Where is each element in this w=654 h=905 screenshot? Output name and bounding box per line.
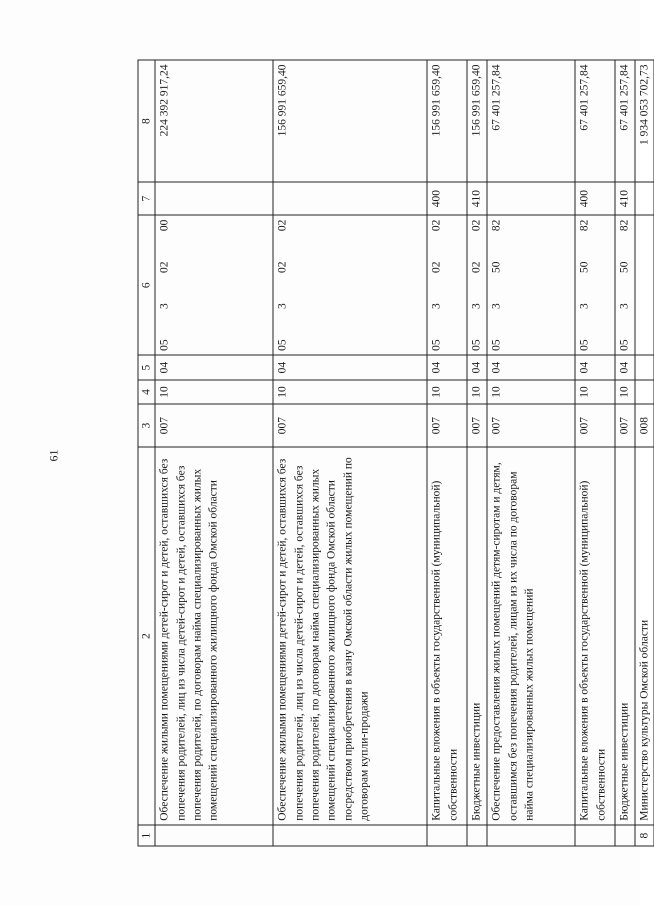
csr-part: 02 — [158, 260, 171, 273]
csr-part: 3 — [430, 302, 443, 309]
row-name-cell: Бюджетные инвестиции — [467, 446, 487, 824]
header-col-4: 4 — [138, 379, 155, 403]
table-header-row — [138, 60, 155, 846]
csr-part: 3 — [618, 302, 631, 309]
budget-table — [138, 59, 654, 846]
vr-cell: 400 — [427, 182, 467, 215]
csr-cell — [635, 215, 654, 355]
grbs-cell: 007 — [467, 404, 487, 447]
csr-cell — [467, 215, 487, 355]
row-name-cell: Капитальные вложения в объекты государственной (муниципальной) собственности — [427, 446, 467, 824]
row-name-cell: Обеспечение жилыми помещениями детей-сирот и детей, оставшихся без попечения родителей, лиц из числа детей-сирот и детей, оставшихся без попечения родителей, по договорам найма специализированных жилых помещений специализированного жилищного фонда Омской области посредством приобретения в казну Омской области жилых помещений по договорам купли-продажи — [273, 446, 427, 824]
csr-cell — [273, 215, 427, 355]
grbs-cell: 007 — [487, 404, 575, 447]
csr-part: 3 — [158, 302, 171, 309]
sum-cell: 156 991 659,40 — [273, 60, 427, 182]
grbs-cell: 007 — [155, 404, 273, 447]
pr-cell: 04 — [155, 355, 273, 379]
header-col-8: 8 — [138, 60, 155, 182]
csr-part: 05 — [158, 338, 171, 351]
row-number-cell — [427, 825, 467, 846]
csr-part: 00 — [158, 219, 171, 231]
sum-cell: 156 991 659,40 — [427, 60, 467, 182]
grbs-cell: 007 — [575, 404, 615, 447]
row-number-cell: 8 — [635, 825, 654, 846]
page-number: 61 — [46, 449, 61, 462]
rz-cell: 10 — [615, 379, 634, 403]
csr-part: 02 — [430, 219, 443, 231]
table-row — [427, 60, 467, 846]
grbs-cell: 007 — [427, 404, 467, 447]
rz-cell: 10 — [155, 379, 273, 403]
csr-part: 05 — [276, 338, 289, 351]
csr-part: 02 — [470, 219, 483, 231]
csr-cell — [427, 215, 467, 355]
csr-cell — [155, 215, 273, 355]
table-row — [273, 60, 427, 846]
table-row — [155, 60, 273, 846]
pr-cell: 04 — [615, 355, 634, 379]
header-col-3: 3 — [138, 404, 155, 447]
rz-cell: 10 — [273, 379, 427, 403]
csr-part: 82 — [618, 219, 631, 231]
csr-part: 3 — [490, 302, 503, 309]
sum-cell: 67 401 257,84 — [487, 60, 575, 182]
csr-part: 05 — [618, 338, 631, 351]
csr-part: 3 — [578, 302, 591, 309]
row-name-cell: Министерство культуры Омской области — [635, 446, 654, 824]
sum-cell: 224 392 917,24 — [155, 60, 273, 182]
vr-cell — [635, 182, 654, 215]
sum-cell: 1 934 053 702,73 — [635, 60, 654, 182]
vr-cell — [487, 182, 575, 215]
table-row — [615, 60, 634, 846]
row-number-cell — [575, 825, 615, 846]
csr-part: 05 — [430, 338, 443, 351]
rz-cell: 10 — [467, 379, 487, 403]
csr-cell — [575, 215, 615, 355]
row-number-cell — [615, 825, 634, 846]
table-row — [575, 60, 615, 846]
budget-table-rotated — [138, 59, 651, 846]
csr-part: 3 — [276, 302, 289, 309]
row-name-cell: Обеспечение жилыми помещениями детей-сирот и детей, оставшихся без попечения родителей, лиц из числа детей-сирот и детей, оставшихся без попечения родителей, по договорам найма специализированных жилых помещений специализированного жилищного фонда Омской области — [155, 446, 273, 824]
csr-part: 82 — [490, 219, 503, 231]
csr-part: 05 — [578, 338, 591, 351]
csr-part: 05 — [470, 338, 483, 351]
row-number-cell — [467, 825, 487, 846]
vr-cell: 410 — [467, 182, 487, 215]
csr-part: 50 — [618, 260, 631, 273]
row-number-cell — [487, 825, 575, 846]
csr-part: 05 — [490, 338, 503, 351]
vr-cell — [273, 182, 427, 215]
csr-cell — [487, 215, 575, 355]
header-col-6: 6 — [138, 215, 155, 355]
csr-part: 02 — [430, 260, 443, 273]
table-row — [487, 60, 575, 846]
grbs-cell: 007 — [615, 404, 634, 447]
vr-cell — [155, 182, 273, 215]
header-col-7: 7 — [138, 182, 155, 215]
vr-cell: 400 — [575, 182, 615, 215]
sum-cell: 67 401 257,84 — [575, 60, 615, 182]
header-col-1: 1 — [138, 825, 155, 846]
pr-cell: 04 — [487, 355, 575, 379]
row-number-cell — [273, 825, 427, 846]
pr-cell: 04 — [273, 355, 427, 379]
csr-part: 82 — [578, 219, 591, 231]
grbs-cell: 008 — [635, 404, 654, 447]
grbs-cell: 007 — [273, 404, 427, 447]
row-name-cell: Бюджетные инвестиции — [615, 446, 634, 824]
table-row — [635, 60, 654, 846]
row-name-cell: Обеспечение предоставления жилых помещений детям-сиротам и детям, оставшимся без попечения родителей, лицам из их числа по договорам найма специализированных жилых помещений — [487, 446, 575, 824]
rz-cell — [635, 379, 654, 403]
rz-cell: 10 — [575, 379, 615, 403]
csr-part: 50 — [578, 260, 591, 273]
header-col-5: 5 — [138, 355, 155, 379]
csr-part: 02 — [276, 219, 289, 231]
csr-part: 02 — [276, 260, 289, 273]
row-name-cell: Капитальные вложения в объекты государственной (муниципальной) собственности — [575, 446, 615, 824]
rz-cell: 10 — [487, 379, 575, 403]
csr-part: 3 — [470, 302, 483, 309]
pr-cell — [635, 355, 654, 379]
pr-cell: 04 — [467, 355, 487, 379]
csr-part: 50 — [490, 260, 503, 273]
pr-cell: 04 — [427, 355, 467, 379]
rz-cell: 10 — [427, 379, 467, 403]
vr-cell: 410 — [615, 182, 634, 215]
pr-cell: 04 — [575, 355, 615, 379]
sum-cell: 156 991 659,40 — [467, 60, 487, 182]
sum-cell: 67 401 257,84 — [615, 60, 634, 182]
csr-cell — [615, 215, 634, 355]
csr-part: 02 — [470, 260, 483, 273]
row-number-cell — [155, 825, 273, 846]
table-row — [467, 60, 487, 846]
header-col-2: 2 — [138, 446, 155, 824]
